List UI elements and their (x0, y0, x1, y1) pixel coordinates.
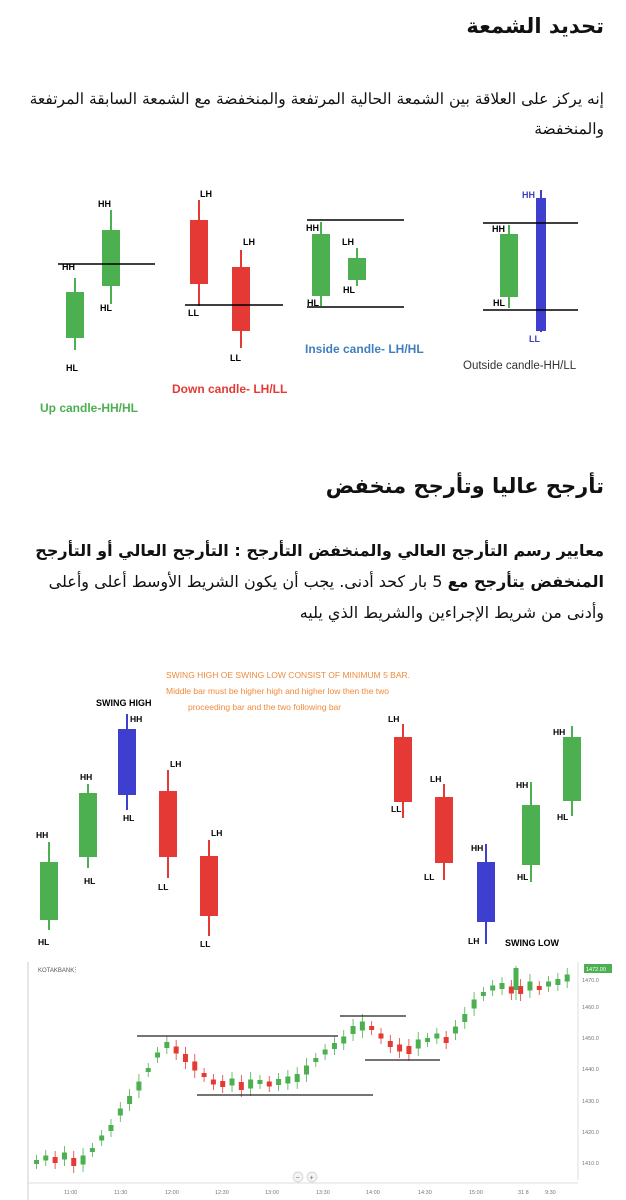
swing-high-label: SWING HIGH (96, 698, 152, 708)
candle-body (146, 1068, 151, 1072)
chart-menu-dots[interactable]: ⋮ (72, 967, 79, 974)
label-hh: HH (36, 830, 49, 840)
label-hl: HL (307, 298, 319, 308)
candle-body (118, 729, 136, 795)
label-ll: LL (529, 334, 540, 344)
candle-body (159, 791, 177, 857)
section2-text (22, 535, 604, 628)
label-hh: HH (471, 843, 484, 853)
label-hh: HH (306, 223, 319, 233)
zoom-out-icon: − (295, 1175, 300, 1182)
candle-body (108, 1125, 113, 1131)
candle-body (230, 1079, 235, 1086)
candle-body (164, 1042, 169, 1048)
candle-body (536, 198, 546, 331)
candle-body (425, 1038, 430, 1042)
section2-normal-text: 5 بار كحد أدنى. يجب أن يكون الشريط الأوسط أعلى وأعلى وأدنى من شريط الإجراءين والشريط الذي يليه (48, 572, 604, 622)
swing-low-label: SWING LOW (505, 938, 559, 948)
candle-body (211, 1080, 216, 1085)
candle-body (276, 1079, 281, 1085)
time-tick-label: 14:30 (418, 1190, 432, 1196)
section1-title: تحديد الشمعة (466, 14, 604, 38)
label-hl: HL (100, 303, 112, 313)
candle-body (472, 1000, 477, 1009)
label-hh: HH (80, 772, 93, 782)
caption-up-candle: Up candle-HH/HL (40, 401, 139, 415)
candle-body (200, 856, 218, 916)
candle-body (500, 234, 518, 297)
label-hh: HH (522, 190, 535, 200)
label-hh: HH (130, 714, 143, 724)
outside-candle-group (483, 190, 578, 344)
candle-body (53, 1157, 58, 1163)
time-tick-label: 13:00 (265, 1190, 279, 1196)
candle-body (406, 1046, 411, 1054)
caption-down-candle: Down candle- LH/LL (172, 382, 288, 396)
price-tick-label: 1430.0 (582, 1099, 599, 1105)
price-tick-label: 1460.0 (582, 1005, 599, 1011)
label-ll: LL (188, 308, 199, 318)
candle-body (304, 1066, 309, 1075)
candle-body (563, 737, 581, 801)
candle-body (62, 1153, 67, 1160)
time-tick-label: 9:30 (545, 1190, 556, 1196)
section2-bold-text: معايير رسم التأرجح العالي والمنخفض التأرجح : التأرجح العالي أو التأرجح المنخفض يتأرجح مع (35, 541, 604, 591)
label-hl: HL (557, 812, 569, 822)
candle-body (323, 1050, 328, 1055)
label-hl: HL (493, 298, 505, 308)
label-hh: HH (516, 780, 529, 790)
candle-body (388, 1041, 393, 1047)
zoom-in-icon: + (309, 1175, 314, 1182)
label-lh: LH (342, 237, 354, 247)
candle-body (81, 1156, 86, 1165)
candle-body (537, 986, 542, 990)
candle-body (527, 982, 532, 991)
candle-body (248, 1080, 253, 1089)
candle-body (348, 258, 366, 280)
candle-body (220, 1081, 225, 1087)
label-lh: LH (211, 828, 223, 838)
candle-body (102, 230, 120, 286)
candle-body (435, 797, 453, 863)
time-tick-label: 14:00 (366, 1190, 380, 1196)
label-ll: LL (200, 939, 211, 949)
swing-note-line3: proceeding bar and the two following bar (188, 702, 342, 712)
label-hl: HL (66, 363, 78, 373)
candle-body (267, 1082, 272, 1087)
time-tick-label: 31 8 (518, 1190, 529, 1196)
candle-body (312, 234, 330, 296)
price-tick-label: 1470.0 (582, 978, 599, 984)
down-candle-group (185, 189, 283, 363)
label-lh: LH (468, 936, 480, 946)
candle-body (522, 805, 540, 865)
candle-body (202, 1073, 207, 1077)
label-hh: HH (553, 727, 566, 737)
candle-body (99, 1136, 104, 1141)
label-hh: HH (62, 262, 75, 272)
swing-note-line1: SWING HIGH OE SWING LOW CONSIST OF MINIMUM 5 BAR. (166, 670, 410, 680)
label-ll: LL (158, 882, 169, 892)
label-lh: LH (200, 189, 212, 199)
swing-note-line2: Middle bar must be higher high and higher low then the two (166, 686, 390, 696)
candle-body (155, 1053, 160, 1058)
candle-body (416, 1040, 421, 1049)
candle-body (462, 1014, 467, 1022)
candle-body (332, 1043, 337, 1049)
candle-body (34, 1160, 39, 1164)
candle-body (90, 1148, 95, 1152)
candle-types-figure (0, 180, 626, 430)
candle-body (118, 1109, 123, 1116)
label-hl: HL (38, 937, 50, 947)
candle-body (453, 1027, 458, 1034)
candle-body (71, 1158, 76, 1166)
candle-body (174, 1047, 179, 1054)
label-hl: HL (123, 813, 135, 823)
candle-body (40, 862, 58, 920)
chart-symbol: KOTAKBANK (38, 968, 75, 974)
candle-body (239, 1082, 244, 1090)
candle-body (360, 1022, 365, 1031)
price-chart (0, 958, 626, 1200)
candle-body (232, 267, 250, 331)
label-ll: LL (391, 804, 402, 814)
candle-body (444, 1037, 449, 1043)
price-tick-label: 1420.0 (582, 1130, 599, 1136)
section2-title: تأرجح عاليا وتأرجح منخفض (325, 474, 604, 498)
caption-outside-candle: Outside candle-HH/LL (463, 360, 577, 372)
label-lh: LH (243, 237, 255, 247)
candle-body (555, 979, 560, 985)
candle-body (341, 1037, 346, 1044)
candle-body (481, 992, 486, 996)
time-tick-label: 11:30 (114, 1190, 128, 1196)
label-ll: LL (230, 353, 241, 363)
time-tick-label: 11:00 (64, 1190, 78, 1196)
label-lh: LH (430, 774, 442, 784)
candle-body (257, 1080, 262, 1084)
candle-body (369, 1026, 374, 1030)
up-candle-group (58, 199, 155, 373)
label-hh: HH (492, 224, 505, 234)
candle-body (490, 986, 495, 991)
candle-body (394, 737, 412, 802)
candle-body (378, 1034, 383, 1039)
candle-body (295, 1074, 300, 1082)
candle-body (313, 1058, 318, 1062)
time-tick-label: 15:00 (469, 1190, 483, 1196)
label-lh: LH (170, 759, 182, 769)
candle-body (546, 982, 551, 987)
time-tick-label: 13:30 (316, 1190, 330, 1196)
price-tick-label: 1410.0 (582, 1161, 599, 1167)
inside-candle-group (306, 220, 404, 308)
candle-body (565, 975, 570, 982)
label-hl: HL (343, 285, 355, 295)
label-ll: LL (424, 872, 435, 882)
candle-body (351, 1026, 356, 1034)
price-tick-label: 1440.0 (582, 1067, 599, 1073)
swing-figure (0, 660, 626, 955)
candle-body (79, 793, 97, 857)
section1-text: إنه يركز على العلاقة بين الشمعة الحالية المرتفعة والمنخفضة مع الشمعة السابقة المرتفعة والمنخفضة (29, 90, 604, 138)
candle-body (43, 1156, 48, 1161)
candle-body (66, 292, 84, 338)
candle-body (190, 220, 208, 284)
candle-body (127, 1096, 132, 1104)
label-hh: HH (98, 199, 111, 209)
label-lh: LH (388, 714, 400, 724)
label-hl: HL (517, 872, 529, 882)
time-tick-label: 12:00 (165, 1190, 179, 1196)
price-tick-label: 1450.0 (582, 1036, 599, 1042)
candle-body (183, 1054, 188, 1062)
candle-body (500, 983, 505, 989)
candle-body (397, 1045, 402, 1052)
candle-body (136, 1082, 141, 1091)
price-tag-text: 1472.00 (586, 967, 606, 973)
candle-body (192, 1062, 197, 1071)
candle-body (518, 986, 523, 994)
candle-body (477, 862, 495, 922)
caption-inside-candle: Inside candle- LH/HL (305, 342, 424, 356)
candle-body (514, 968, 519, 990)
candle-body (285, 1077, 290, 1084)
label-hl: HL (84, 876, 96, 886)
candle-body (434, 1034, 439, 1039)
time-tick-label: 12:30 (215, 1190, 229, 1196)
candle-body (509, 987, 514, 994)
